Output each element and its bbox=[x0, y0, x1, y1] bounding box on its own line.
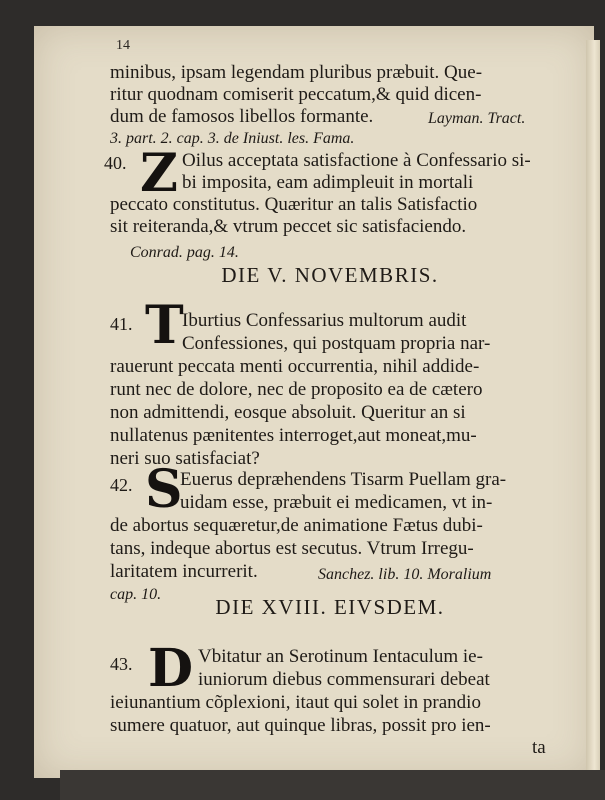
text-line: peccato constitutus. Quæritur an talis Satisfactio bbox=[110, 194, 478, 215]
background-bottom bbox=[60, 770, 605, 800]
citation: cap. 10. bbox=[110, 586, 162, 603]
text-line: non admittendi, eosque absoluit. Queritur an si bbox=[110, 402, 466, 423]
case-number: 41. bbox=[110, 314, 133, 334]
text-line: iuniorum diebus commensurari debeat bbox=[198, 669, 490, 690]
text-line: Euerus depræhendens Tisarm Puellam gra- bbox=[180, 469, 507, 490]
text-line: tans, indeque abortus est secutus. Vtrum Irregu- bbox=[110, 538, 474, 559]
text-line: sumere quatuor, aut quinque libras, possit pro ien- bbox=[110, 715, 491, 736]
text-line: uidam esse, præbuit ei medicamen, vt in- bbox=[180, 492, 493, 513]
text-line: runt nec de dolore, nec de proposito ea de cætero bbox=[110, 379, 483, 400]
page-number: 14 bbox=[116, 38, 130, 53]
text-line: bi imposita, eam adimpleuit in mortali bbox=[182, 172, 474, 193]
text-line: Iburtius Confessarius multorum audit bbox=[182, 310, 467, 331]
section-heading: DIE XVIII. EIVSDEM. bbox=[215, 595, 445, 619]
case-number: 43. bbox=[110, 654, 133, 674]
case-number: 42. bbox=[110, 475, 133, 495]
case-number: 40. bbox=[104, 153, 127, 173]
citation: Layman. Tract. bbox=[428, 110, 526, 127]
text-line: minibus, ipsam legendam pluribus præbuit. Que- bbox=[110, 62, 483, 83]
citation: 3. part. 2. cap. 3. de Iniust. les. Fama. bbox=[110, 130, 355, 147]
text-line: ritur quodnam comiserit peccatum,& quid dicen- bbox=[110, 84, 482, 105]
text-line: rauerunt peccata menti occurrentia, nihil addide- bbox=[110, 356, 480, 377]
text-line: Confessiones, qui postquam propria nar- bbox=[182, 333, 491, 354]
text-line: de abortus sequæretur,de animatione Fætus dubi- bbox=[110, 515, 483, 536]
drop-capital: D bbox=[148, 638, 194, 699]
text-line: sit reiteranda,& vtrum peccet sic satisfaciendo. bbox=[110, 216, 467, 237]
text-line: Vbitatur an Serotinum Ientaculum ie- bbox=[198, 646, 483, 667]
text-line: laritatem incurrerit. bbox=[110, 561, 258, 582]
citation: Conrad. pag. 14. bbox=[130, 244, 239, 261]
text-line: ieiunantium cõplexioni, itaut qui solet in prandio bbox=[110, 692, 481, 713]
section-heading: DIE V. NOVEMBRIS. bbox=[221, 263, 439, 287]
text-line: neri suo satisfaciat? bbox=[110, 448, 260, 469]
facing-page-edge bbox=[586, 40, 600, 780]
text-line: Oilus acceptata satisfactione à Confessario si- bbox=[182, 150, 531, 171]
text-line: dum de famosos libellos formante. bbox=[110, 106, 374, 127]
citation: Sanchez. lib. 10. Moralium bbox=[318, 566, 492, 583]
drop-capital: Z bbox=[140, 143, 178, 204]
catchword: ta bbox=[532, 737, 546, 758]
text-line: nullatenus pænitentes interroget,aut moneat,mu- bbox=[110, 425, 477, 446]
drop-capital: S bbox=[145, 459, 183, 520]
drop-capital: T bbox=[145, 295, 184, 356]
